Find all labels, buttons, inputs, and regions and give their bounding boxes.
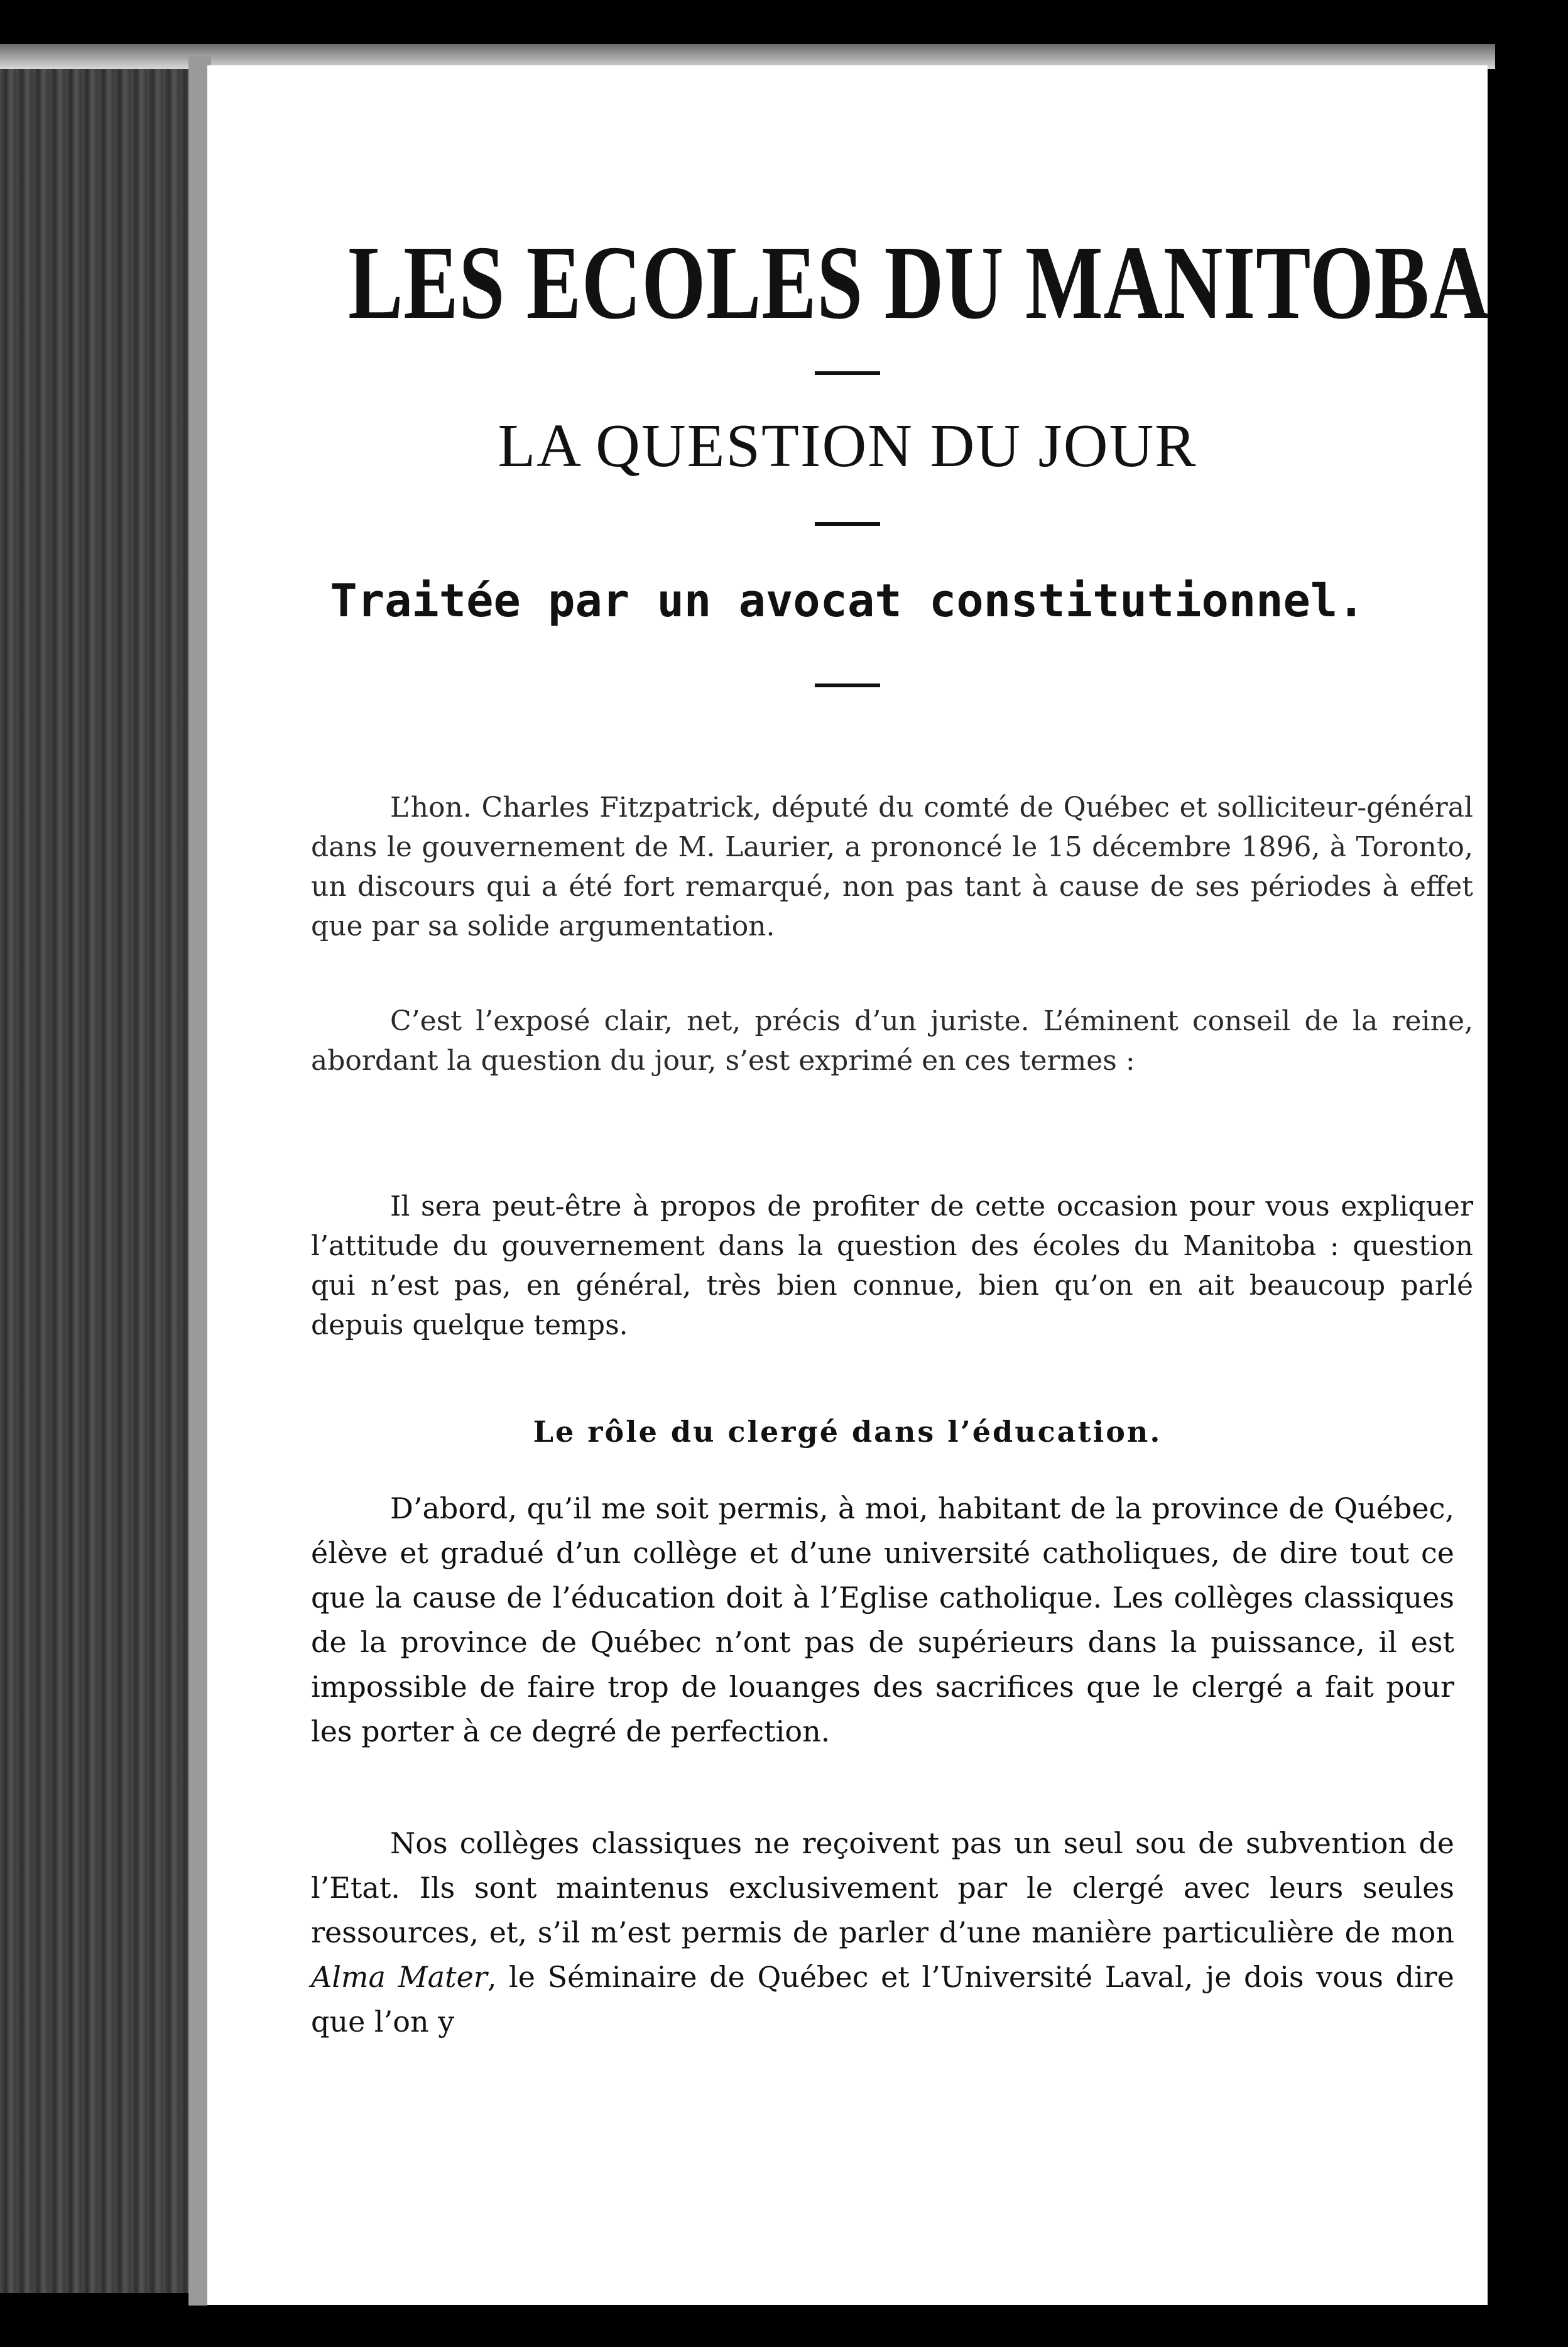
paragraph-text: , le Séminaire de Québec et l’Université Laval, je dois vous dire que l’on y — [311, 1960, 1455, 2039]
document-byline: Traitée par un avocat constitutionnel. — [330, 574, 1365, 627]
document-page — [207, 65, 1488, 2305]
subtitle-divider — [815, 522, 880, 526]
section-paragraph — [311, 1821, 1454, 2044]
document-subtitle: LA QUESTION DU JOUR — [498, 412, 1197, 480]
book-spine — [0, 69, 207, 2293]
emphasized-text: Alma Mater — [311, 1960, 487, 1994]
intro-paragraph: C’est l’exposé clair, net, précis d’un juriste. L’éminent conseil de la reine, abordant la question du jour, s’est exprimé en ces termes : — [311, 1005, 1473, 1077]
scan-bottom-edge — [207, 2305, 1488, 2319]
document-title: LES ECOLES DU MANITOBA — [348, 224, 1490, 341]
section-heading: Le rôle du clergé dans l’éducation. — [533, 1415, 1162, 1449]
byline-divider — [815, 683, 880, 687]
title-divider — [815, 371, 880, 375]
speech-opening-paragraph: Il sera peut-être à propos de profiter de cette occasion pour vous expliquer l’attitude du gouvernement dans la question des écoles du Manitoba : question qui n’est pas, en général, très bien connue, bien qu’on en ait beaucoup parlé depuis quelque temps. — [311, 1190, 1473, 1341]
intro-paragraph: L’hon. Charles Fitzpatrick, député du comté de Québec et solliciteur-général dans le gouvernement de M. Laurier, a prononcé le 15 décembre 1896, à Toronto, un discours qui a été fort remarqué, non pas tant à cause de ses périodes à effet que par sa solide argumentation. — [311, 792, 1473, 942]
paragraph-text: Nos collèges classiques ne reçoivent pas un seul sou de subvention de l’Etat. Ils sont maintenus exclusivement par le clergé avec leurs seules ressources, et, s’il m’est permis de parler d’une manière particulière de mon — [311, 1826, 1454, 1949]
section-paragraph: D’abord, qu’il me soit permis, à moi, habitant de la province de Québec, élève et gradué d’un collège et d’une université catholiques, de dire tout ce que la cause de l’éducation doit à l’Eglise catholique. Les collèges classiques de la province de Québec n’ont pas de supérieurs dans la puissance, il est impossible de faire trop de louanges des sacrifices que le clergé a fait pour les porter à ce degré de perfection. — [311, 1491, 1454, 1748]
